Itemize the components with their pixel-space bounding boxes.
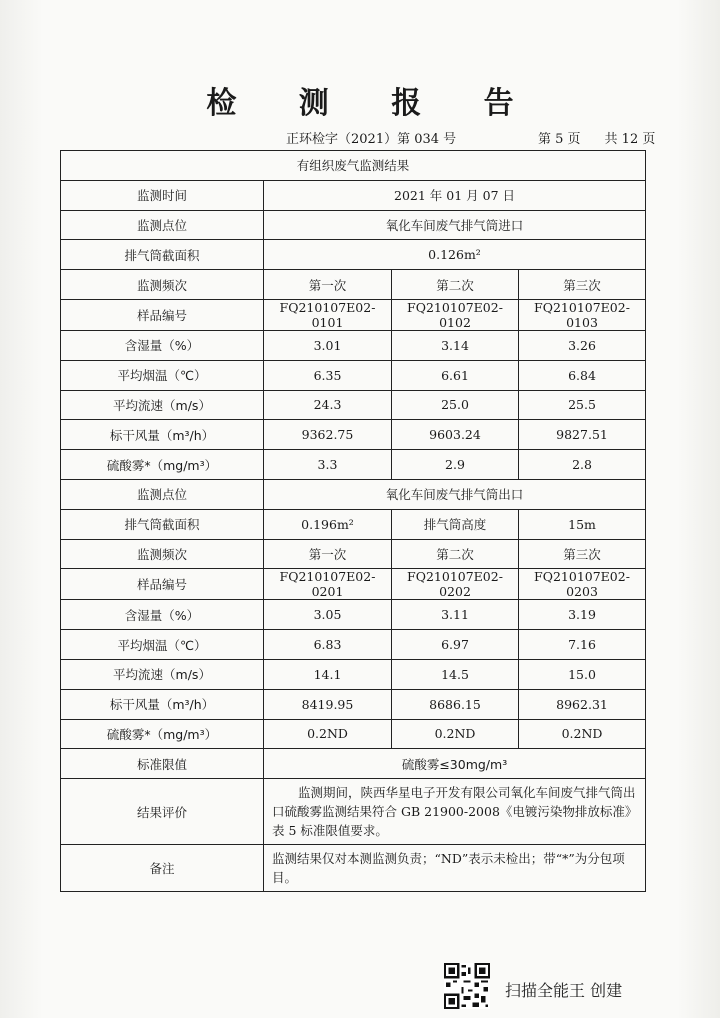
table-row	[61, 600, 646, 630]
table-cell: 3.05	[264, 600, 392, 630]
evaluation-body: 监测期间，陕西华星电子开发有限公司氧化车间废气排气筒出口硫酸雾监测结果符合 GB 21900-2008《电镀污染物排放标准》表 5 标准限值要求。	[272, 785, 636, 839]
table-row	[61, 420, 646, 450]
table-cell: 第三次	[519, 539, 646, 569]
table-row	[61, 210, 646, 240]
row-label: 平均流速（m/s）	[61, 390, 264, 420]
row-label: 标准限值	[61, 749, 264, 779]
table-cell: 14.1	[264, 659, 392, 689]
table-cell: 7.16	[519, 630, 646, 660]
table-cell: 25.0	[392, 390, 519, 420]
table-row	[61, 479, 646, 509]
table-cell: 2.8	[519, 450, 646, 480]
table-cell: 3.26	[519, 330, 646, 360]
table-row	[61, 689, 646, 719]
row-label: 含湿量（%）	[61, 600, 264, 630]
table-cell: FQ210107E02-0202	[392, 569, 519, 600]
table-row	[61, 779, 646, 845]
report-number: 正环检字（2021）第 034 号	[286, 132, 457, 147]
table-cell: 6.35	[264, 360, 392, 390]
table-row	[61, 719, 646, 749]
table-cell: 3.11	[392, 600, 519, 630]
table-cell: 第一次	[264, 270, 392, 300]
row-label: 样品编号	[61, 569, 264, 600]
row-label: 监测点位	[61, 479, 264, 509]
inlet-area: 0.126m²	[264, 240, 646, 270]
table-title-row	[61, 151, 646, 181]
table-row	[61, 630, 646, 660]
table-cell: 9827.51	[519, 420, 646, 450]
outlet-height: 15m	[519, 509, 646, 539]
table-row	[61, 539, 646, 569]
table-cell: 3.14	[392, 330, 519, 360]
table-cell: FQ210107E02-0203	[519, 569, 646, 600]
row-label: 监测频次	[61, 270, 264, 300]
table-row	[61, 450, 646, 480]
table-cell: FQ210107E02-0102	[392, 299, 519, 330]
table-cell: 0.2ND	[392, 719, 519, 749]
row-label: 硫酸雾*（mg/m³）	[61, 450, 264, 480]
row-label: 标干风量（m³/h）	[61, 420, 264, 450]
table-cell: 6.97	[392, 630, 519, 660]
table-row	[61, 845, 646, 892]
table-cell: FQ210107E02-0101	[264, 299, 392, 330]
table-cell: 第二次	[392, 539, 519, 569]
row-label: 平均烟温（℃）	[61, 630, 264, 660]
scanner-watermark: 扫描全能王 创建	[505, 981, 623, 1000]
table-cell: 3.01	[264, 330, 392, 360]
table-cell: 6.83	[264, 630, 392, 660]
limit-value: 硫酸雾≤30mg/m³	[264, 749, 646, 779]
table-cell: 第一次	[264, 539, 392, 569]
table-cell: 第二次	[392, 270, 519, 300]
page-number: 第 5 页	[538, 132, 581, 147]
row-label: 结果评价	[61, 779, 264, 845]
table-row	[61, 749, 646, 779]
table-cell: 15.0	[519, 659, 646, 689]
table-cell: 6.61	[392, 360, 519, 390]
table-cell: 14.5	[392, 659, 519, 689]
row-label: 含湿量（%）	[61, 330, 264, 360]
outlet-point: 氧化车间废气排气筒出口	[264, 479, 646, 509]
row-label: 排气筒截面积	[61, 509, 264, 539]
table-row	[61, 569, 646, 600]
table-cell: FQ210107E02-0201	[264, 569, 392, 600]
note-text: 监测结果仅对本测监测负责；“ND”表示未检出；带“*”为分包项目。	[264, 845, 646, 892]
row-label: 备注	[61, 845, 264, 892]
row-label: 监测频次	[61, 539, 264, 569]
table-cell: 8419.95	[264, 689, 392, 719]
table-cell: 2.9	[392, 450, 519, 480]
table-row	[61, 180, 646, 210]
row-label: 排气筒截面积	[61, 240, 264, 270]
row-label: 排气筒高度	[392, 509, 519, 539]
table-cell: 3.3	[264, 450, 392, 480]
table-cell: 0.2ND	[264, 719, 392, 749]
table-cell: 第三次	[519, 270, 646, 300]
table-cell: 3.19	[519, 600, 646, 630]
row-label: 标干风量（m³/h）	[61, 689, 264, 719]
table-cell: 8686.15	[392, 689, 519, 719]
table-row	[61, 240, 646, 270]
table-cell: 24.3	[264, 390, 392, 420]
row-label: 样品编号	[61, 299, 264, 330]
evaluation-text	[264, 779, 646, 845]
table-cell: 0.2ND	[519, 719, 646, 749]
row-label: 平均流速（m/s）	[61, 659, 264, 689]
row-label: 监测时间	[61, 180, 264, 210]
table-row	[61, 509, 646, 539]
report-title: 检 测 报 告	[206, 86, 540, 121]
total-pages: 共 12 页	[604, 132, 656, 147]
monitor-time: 2021 年 01 月 07 日	[264, 180, 646, 210]
table-cell: 6.84	[519, 360, 646, 390]
row-label: 平均烟温（℃）	[61, 360, 264, 390]
row-label: 硫酸雾*（mg/m³）	[61, 719, 264, 749]
table-cell: 9362.75	[264, 420, 392, 450]
inlet-point: 氧化车间废气排气筒进口	[264, 210, 646, 240]
table-cell: 25.5	[519, 390, 646, 420]
table-row	[61, 390, 646, 420]
table-row	[61, 299, 646, 330]
table-row	[61, 330, 646, 360]
outlet-area: 0.196m²	[264, 509, 392, 539]
table-row	[61, 270, 646, 300]
table-cell: 9603.24	[392, 420, 519, 450]
table-row	[61, 360, 646, 390]
table-title: 有组织废气监测结果	[61, 151, 646, 181]
table-cell: 8962.31	[519, 689, 646, 719]
table-cell: FQ210107E02-0103	[519, 299, 646, 330]
results-table	[60, 150, 646, 892]
page-info	[538, 128, 679, 147]
qr-code-icon	[444, 963, 490, 1009]
table-row	[61, 659, 646, 689]
row-label: 监测点位	[61, 210, 264, 240]
